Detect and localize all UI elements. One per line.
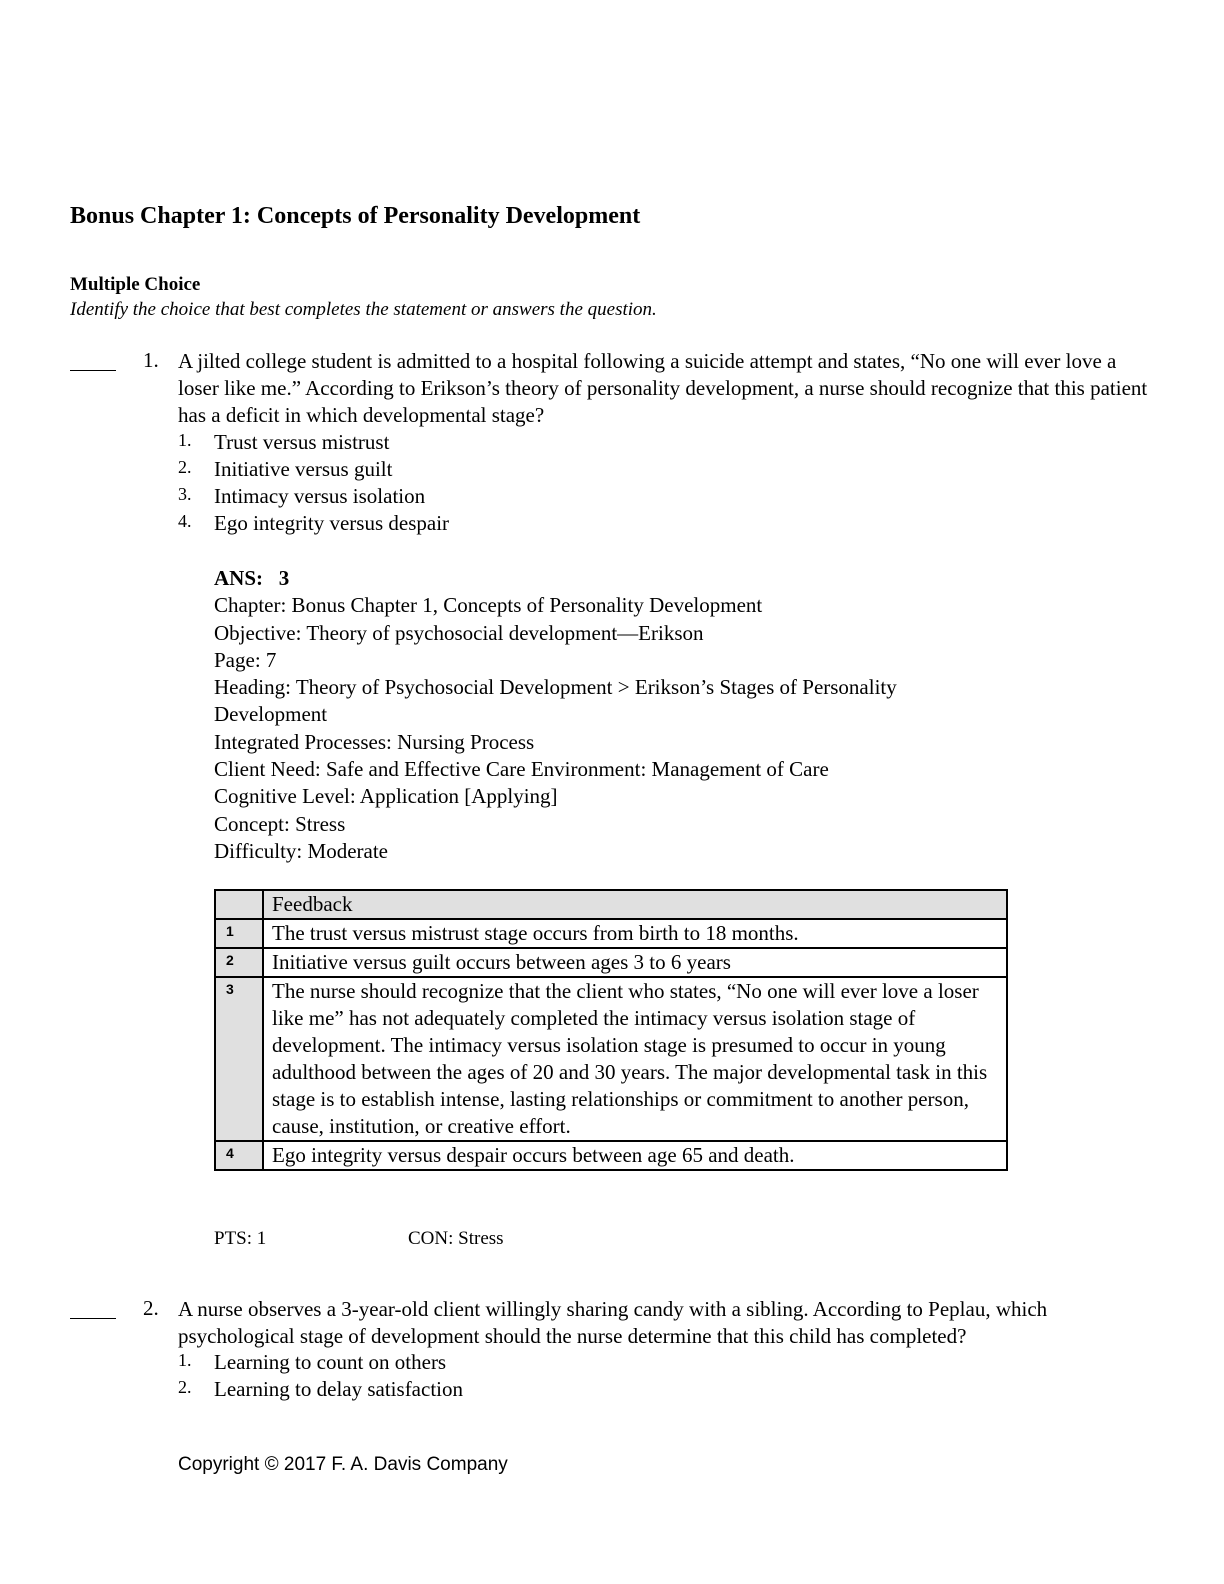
feedback-header-row <box>215 890 1007 919</box>
feedback-text: The nurse should recognize that the client who states, “No one will ever love a loser like me” has not adequately completed the intimacy versus isolation stage of development. The intimacy versus isolation stage is presumed to occur in young adulthood between the ages of 20 and 30 years. The major developmental task in this stage is to establish intense, lasting relationships or commitment to another person, cause, institution, or creative effort. <box>263 977 1007 1141</box>
answer-metadata <box>214 565 1014 865</box>
feedback-row <box>215 948 1007 977</box>
option-1 <box>178 1350 192 1371</box>
option-text: Intimacy versus isolation <box>214 484 426 508</box>
meta-page: Page: 7 <box>214 647 277 672</box>
option-text: Ego integrity versus despair <box>214 511 450 535</box>
concept-tag: CON: Stress <box>408 1228 504 1249</box>
question-number: 2. <box>143 1296 159 1320</box>
meta-processes: Integrated Processes: Nursing Process <box>214 729 535 754</box>
feedback-header: Feedback <box>263 890 1007 919</box>
option-number: 2. <box>178 1377 192 1397</box>
answer-blank-q2[interactable] <box>70 1318 116 1319</box>
answer-value: 3 <box>278 566 290 590</box>
option-number: 1. <box>178 1350 192 1370</box>
option-number: 4. <box>178 511 192 531</box>
option-text: Trust versus mistrust <box>214 430 390 454</box>
feedback-row <box>215 919 1007 948</box>
option-4 <box>178 511 192 532</box>
feedback-text: The trust versus mistrust stage occurs from birth to 18 months. <box>263 919 1007 948</box>
answer-key <box>214 565 1014 592</box>
meta-client-need: Client Need: Safe and Effective Care Environment: Management of Care <box>214 757 829 782</box>
option-number: 2. <box>178 457 192 477</box>
meta-concept: Concept: Stress <box>214 811 346 836</box>
meta-cognitive-level: Cognitive Level: Application [Applying] <box>214 784 558 809</box>
option-number: 3. <box>178 484 192 504</box>
option-text: Learning to count on others <box>214 1350 447 1374</box>
feedback-row <box>215 977 1007 1141</box>
copyright-footer: Copyright © 2017 F. A. Davis Company <box>178 1454 508 1475</box>
meta-heading: Heading: Theory of Psychosocial Development > Erikson’s Stages of Personality Development <box>214 675 897 727</box>
option-number: 1. <box>178 430 192 450</box>
points: PTS: 1 <box>214 1228 267 1249</box>
meta-difficulty: Difficulty: Moderate <box>214 838 388 863</box>
feedback-text: Initiative versus guilt occurs between ages 3 to 6 years <box>263 948 1007 977</box>
feedback-number: 3 <box>215 977 263 1141</box>
option-2 <box>178 457 192 478</box>
feedback-number: 4 <box>215 1141 263 1170</box>
feedback-header-blank <box>215 890 263 919</box>
feedback-number: 2 <box>215 948 263 977</box>
meta-objective: Objective: Theory of psychosocial development—Erikson <box>214 620 704 645</box>
meta-chapter: Chapter: Bonus Chapter 1, Concepts of Personality Development <box>214 593 763 618</box>
answer-blank-q1[interactable] <box>70 370 116 371</box>
option-2 <box>178 1377 192 1398</box>
section-instructions: Identify the choice that best completes the statement or answers the question. <box>70 299 657 320</box>
option-3 <box>178 484 192 505</box>
option-text: Learning to delay satisfaction <box>214 1377 463 1401</box>
question-number: 1. <box>143 348 159 372</box>
answer-label: ANS: <box>214 566 264 590</box>
feedback-number: 1 <box>215 919 263 948</box>
feedback-text: Ego integrity versus despair occurs between age 65 and death. <box>263 1141 1007 1170</box>
feedback-row <box>215 1141 1007 1170</box>
question-text: A nurse observes a 3-year-old client willingly sharing candy with a sibling. According to Peplau, which psychological stage of development should the nurse determine that this child has completed? <box>178 1297 1048 1348</box>
option-text: Initiative versus guilt <box>214 457 393 481</box>
question-text: A jilted college student is admitted to a hospital following a suicide attempt and states, “No one will ever love a loser like me.” According to Erikson’s theory of personality development, a nurse should recognize that this patient has a deficit in which developmental stage? <box>178 349 1148 427</box>
section-heading: Multiple Choice <box>70 274 201 295</box>
chapter-title: Bonus Chapter 1: Concepts of Personality Development <box>70 203 641 229</box>
feedback-table <box>214 889 1008 1171</box>
option-1 <box>178 430 192 451</box>
